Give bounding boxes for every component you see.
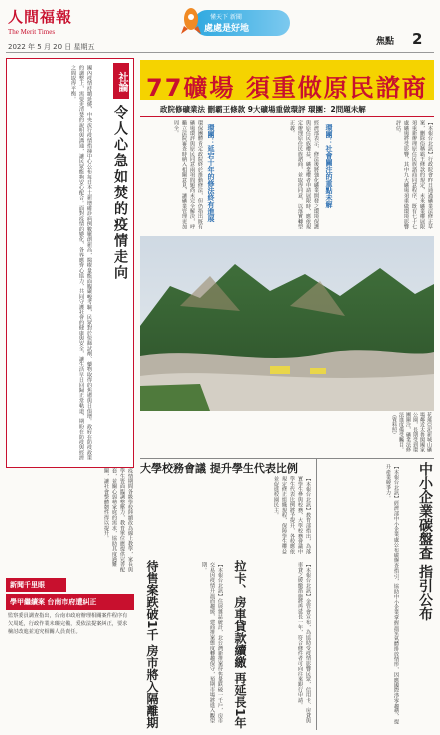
pullquote-right: 環團：社會關注的重點未解 xyxy=(325,124,333,208)
editorial-body: 國內疫情持續延燒，中央流行疫情指揮中心公布每日本土新增確診病例數屢創新高，醫療量能面臨嚴峻考驗，民眾對於快篩試劑、藥物取得的焦慮與日俱增。政府在防疫政策的調整上，需要更清楚的說明與溝通，讓民眾能夠安心配合。面對疫情的變化，各界應齊心協力，共同守護社會的健康與安全，讓生活早日回歸正常軌道，期盼在防疫與經濟之間取得平衡。 xyxy=(70,65,92,461)
page-number: 2 xyxy=(412,30,423,48)
editorial-continued: 疫情期間各級學校陸續改為線上教學，家長與學生皆面臨調整壓力，教育單位應提供完善配套，並關心弱勢家庭的需求，協助其度過難關，讓社會整體韌性得以提升。 xyxy=(103,468,133,572)
pullquote-left: 環團：延宕十年的修法終有進展 xyxy=(207,124,215,222)
banner-top-text: 懂天下 新聞 xyxy=(210,14,242,21)
headline: 77礦場 須重做原民諮商 xyxy=(146,74,428,102)
housing-body: 【本報台北訊】住展雜誌統計，北台灣新推案待售量跌破一千戶，房市交易因疫情升溫而趨緩，建商推案態度轉趨保守，預期市場將進入觀望期。 xyxy=(201,562,223,724)
brief-subheading: 學甲繼續案 台南市府遭糾正 xyxy=(6,594,134,610)
brief-heading: 新聞千里眼 xyxy=(6,578,66,592)
dateline: 2022 年 5 月 20 日 星期五 xyxy=(8,43,95,51)
feature-body-mid: 經濟部表示，修法後將強化礦業開發之環境保護與原住民族權益，礦業權者申請展限時，應依規定辦理原住民族諮商，並取得同意，以落實轉型正義。 xyxy=(289,120,319,230)
masthead xyxy=(8,6,138,42)
logo-english: The Merit Times xyxy=(8,28,56,36)
editorial-tag: 社論 xyxy=(113,63,129,99)
section-banner xyxy=(180,6,290,40)
lower-divider xyxy=(140,458,434,459)
editorial-box xyxy=(6,58,134,468)
news-brief xyxy=(6,578,134,678)
mortgage-headline: 拉卡、房車貸款續繳 再延長1年 xyxy=(233,560,247,729)
university-body: 【本報台北訊】教育部指出，為落實學生參與校務，大學校務會議中學生代表比例將予提升，各校應依規定修正組織規程，保障學生權益並促進校園民主。 xyxy=(273,476,311,554)
section-name: 焦點 xyxy=(376,37,395,47)
header-divider xyxy=(6,52,434,53)
university-headline: 大學校務會議 提升學生代表比例 xyxy=(140,462,298,475)
logo: 人間福報 xyxy=(8,8,73,26)
feature-divider xyxy=(140,116,434,117)
headline-bar xyxy=(140,60,434,100)
subheadline: 政院修礦業法 刪霸王條款 9大礦場重做環評 環團：2問題未解 xyxy=(160,105,366,114)
photo-caption: 花蓮亞泥新城山礦場鄰近太魯閣國家公園，長期受到環團關注，礦業法修法進度備受矚目。（資料照） xyxy=(391,412,432,452)
mountain-photo xyxy=(140,236,434,411)
banner-main-text: 處處是好地 xyxy=(204,24,250,34)
column-divider xyxy=(316,458,317,730)
sme-headline: 中小企業碳盤查 指引公布 xyxy=(417,462,433,621)
feature-body-right: 【本報台北訊】行政院會昨日通過礦業法修正草案，刪除俗稱霸王條款的規定，未來礦業權展限須重新辦理原住民族諮商同意程序，既有七十七處礦場將受影響，其中九大礦場須重做環境影響評估。 xyxy=(395,120,433,230)
feature-body-left: 環保團體肯定政院終於推動修法，但仍指出既有礦場環評與原民同意兩項問題尚未完全解決，呼籲立法院審查時納入相關意見，讓礦業管理更加周全。 xyxy=(173,120,203,230)
rocket-icon xyxy=(180,6,202,36)
editorial-title: 令人心急如焚的疫情走向 xyxy=(112,105,128,281)
housing-headline: 待售案跌破1千 房市將入隔離期 xyxy=(145,560,159,729)
mortgage-body: 【本報台北訊】金管會宣布，為協助受疫情影響民眾，信用卡、房貸與車貸之緩繳措施將再延長一年，符合條件者可向往來銀行申請。 xyxy=(297,562,311,724)
brief-text: 監察委員調查指出，台南市政府辦理相關案件程序有欠周延，行政作業未臻完備，爰依法提案糾正，要求檢討改進並追究相關人員責任。 xyxy=(8,613,128,635)
main-feature xyxy=(140,56,434,456)
sme-body: 【本報台北訊】經濟部中小企業處公布碳盤查指引，協助中小企業掌握溫室氣體排放情形，因應國際淨零趨勢，提升產業競爭力。 xyxy=(385,464,399,724)
